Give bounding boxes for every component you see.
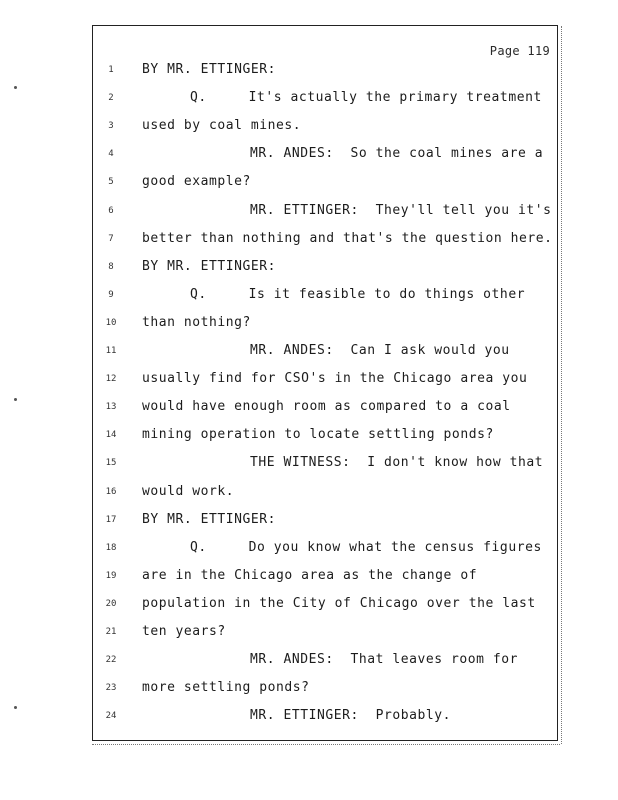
transcript-line: would work.	[142, 483, 235, 499]
line-number: 12	[105, 374, 117, 385]
scan-bottom-edge	[92, 744, 560, 747]
transcript-line: mining operation to locate settling ponds?	[142, 427, 494, 443]
line-number: 16	[105, 486, 117, 497]
transcript-line: THE WITNESS: I don't know how that	[250, 455, 544, 471]
line-number: 21	[105, 627, 117, 637]
line-number: 10	[105, 317, 117, 328]
transcript-line: BY MR. ETTINGER:	[142, 258, 277, 274]
line-number: 9	[108, 289, 114, 300]
transcript-line: MR. ANDES: So the coal mines are a	[250, 146, 544, 162]
line-number: 18	[105, 542, 117, 553]
transcript-line: usually find for CSO's in the Chicago area you	[142, 371, 528, 387]
transcript-line: MR. ANDES: That leaves room for	[250, 652, 519, 668]
transcript-line: Q. It's actually the primary treatment	[190, 90, 542, 106]
line-number: 15	[105, 458, 117, 469]
transcript-line: ten years?	[142, 624, 226, 639]
line-number: 7	[108, 233, 114, 244]
transcript-line: BY MR. ETTINGER:	[142, 62, 277, 77]
transcript-line: MR. ANDES: Can I ask would you	[250, 343, 510, 358]
line-number: 19	[105, 570, 117, 581]
line-number: 14	[105, 430, 117, 441]
line-number: 1	[108, 65, 114, 75]
transcript-line: MR. ETTINGER: Probably.	[250, 708, 452, 724]
transcript-line: Q. Is it feasible to do things other	[190, 286, 526, 302]
line-number: 8	[108, 261, 114, 272]
transcript-line: better than nothing and that's the question here.	[142, 230, 553, 246]
line-number: 22	[105, 655, 117, 666]
page-number: Page 119	[489, 44, 550, 58]
line-number: 3	[108, 121, 114, 132]
scan-margin-mark	[14, 86, 17, 89]
transcript-line: MR. ETTINGER: They'll tell you it's	[250, 202, 552, 218]
transcript-line: are in the Chicago area as the change of	[142, 567, 478, 583]
transcript-line: used by coal mines.	[142, 118, 302, 134]
line-number: 17	[105, 514, 117, 525]
line-number: 23	[105, 683, 117, 694]
scan-margin-mark	[14, 706, 17, 709]
transcript-line: Q. Do you know what the census figures	[190, 539, 542, 555]
transcript-line: more settling ponds?	[142, 680, 310, 696]
line-number: 2	[108, 93, 114, 104]
scan-margin-mark	[14, 398, 17, 401]
transcript-line: would have enough room as compared to a coal	[142, 399, 511, 415]
line-number: 11	[105, 346, 117, 356]
line-number: 24	[105, 711, 117, 722]
line-number: 4	[108, 149, 114, 160]
line-number: 6	[108, 205, 114, 216]
line-number: 5	[108, 177, 114, 188]
line-number: 20	[105, 598, 117, 609]
transcript-line: than nothing?	[142, 314, 251, 330]
transcript-line: good example?	[142, 174, 251, 190]
transcript-line: BY MR. ETTINGER:	[142, 511, 277, 527]
line-number: 13	[105, 402, 117, 413]
transcript-line: population in the City of Chicago over the last	[142, 595, 536, 611]
